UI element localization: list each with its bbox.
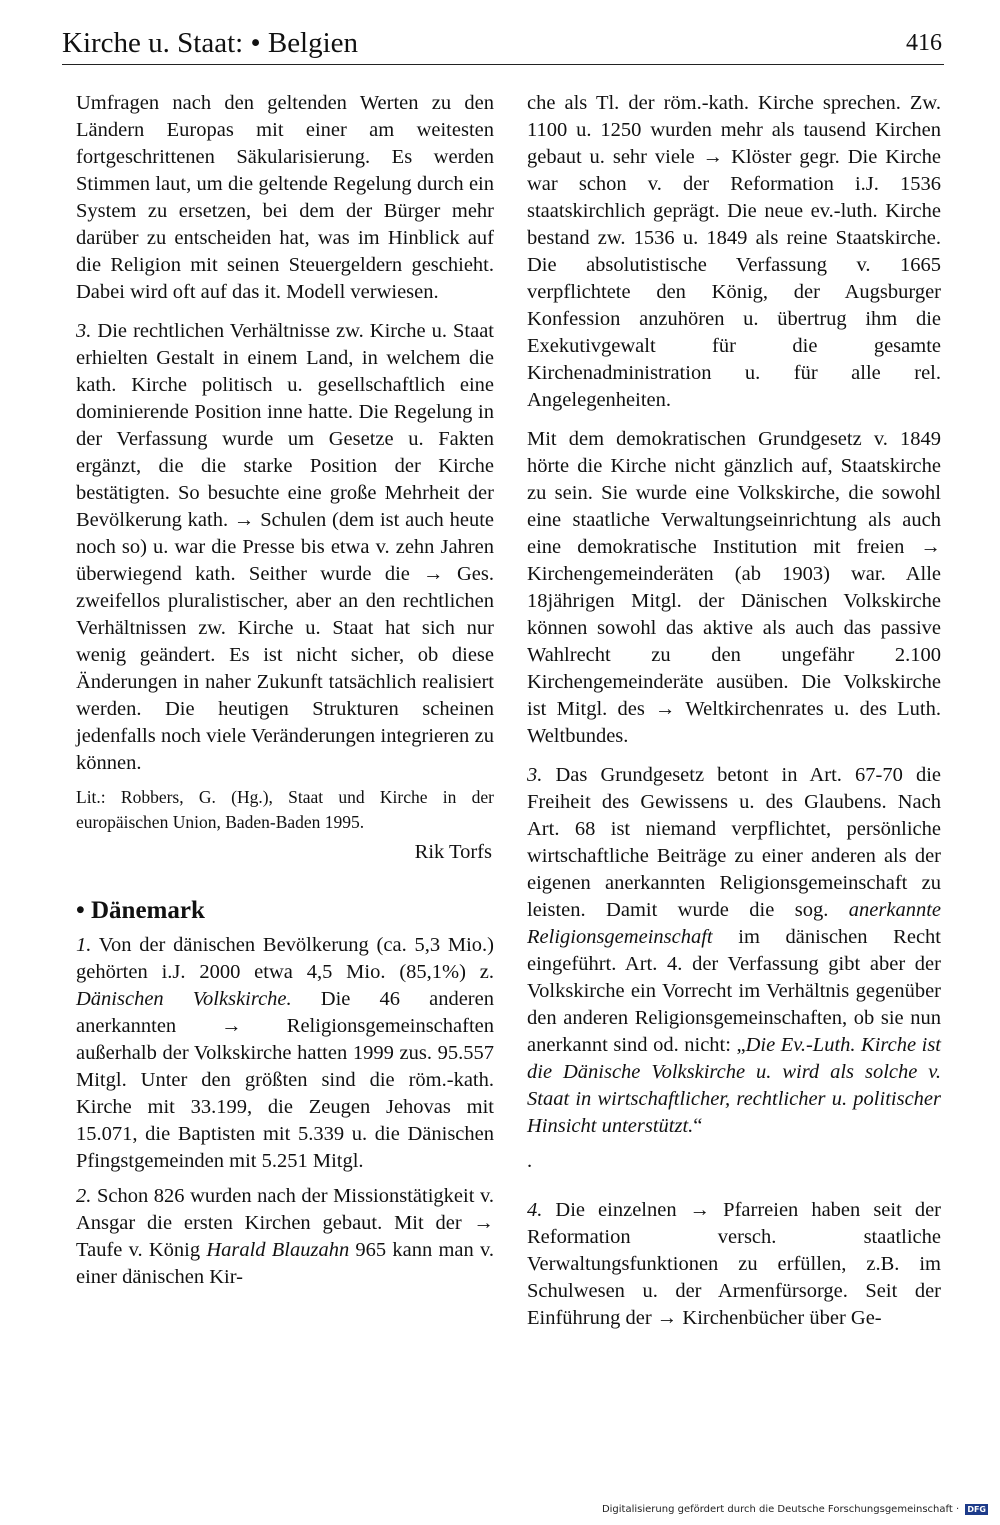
paragraph-3-daenemark <box>527 762 941 1140</box>
paragraph-continuation: che als Tl. der röm.-kath. Kirche sprechen. Zw. 1100 u. 1250 wurden mehr als tausend Kirchen gebaut u. sehr viele → Klöster gegr. Die Kirche war schon v. der Reformation i.J. 1536 staatskirchlich geprägt. Die neue ev.-luth. Kirche bestand zw. 1536 u. 1849 als reine Staatskirche. Die absolutistische Verfassung v. 1665 verpflichtete den König, der Augsburger Konfession anzuhören u. übertrug ihm die Exekutivgewalt für die gesamte Kirchenadministration u. für alle rel. Angelegenheiten. <box>527 92 941 411</box>
paragraph-text: Schon 826 wurden nach der Missionstätigkeit v. Ansgar die ersten Kirchen gebaut. Mit der → Taufe v. König <box>76 1185 495 1261</box>
paragraph-2-daenemark <box>76 1183 494 1291</box>
quotation-close: “ <box>693 1115 703 1137</box>
left-column <box>76 90 494 1299</box>
paragraph-continuation: Umfragen nach den geltenden Werten zu den Ländern Europas mit einer am weitesten fortgeschrittenen Säkularisierung. Es werden Stimmen laut, um die geltende Regelung durch ein System zu ersetzen, bei dem der Bürger mehr darüber zu entscheiden hat, was im Hinblick auf die Religion mit seinen Steuergeldern geschieht. Dabei wird oft auf das it. Modell verwiesen. <box>76 92 494 303</box>
running-title: Kirche u. Staat: • Belgien <box>62 27 359 59</box>
paragraph-text: im dänischen Recht eingeführt. Art. 4. der Verfassung gibt aber der Volkskirche ein Vorrecht im Verhältnis gegenüber den anderen Religionsgemeinschaften, ob sie nun anerkannt sind od. nicht: „ <box>527 926 941 1056</box>
paragraph-text: Die 46 anderen anerkannten → Religionsgemeinschaften außerhalb der Volkskirche hatten 1999 zus. 95.557 Mitgl. Unter den größten sind die röm.-kath. Kirche mit 33.199, die Zeugen Jehovas mit 15.071, die Baptisten mit 5.339 u. die Dänischen Pfingstgemeinden mit 5.251 Mitgl. <box>76 988 494 1172</box>
emphasis-text: Dänischen Volkskirche. <box>76 988 292 1010</box>
emphasis-text: Harald Blauzahn <box>206 1239 350 1261</box>
emphasis-text: anerkannte Religionsgemeinschaft <box>527 899 941 948</box>
dfg-logo-icon: DFG <box>967 1504 986 1514</box>
page-number: 416 <box>906 30 942 56</box>
paragraph-number: 1. <box>76 934 92 956</box>
paragraph-text: Von der dänischen Bevölkerung (ca. 5,3 Mio.) gehörten i.J. 2000 etwa 4,5 Mio. (85,1%) z. <box>76 934 494 983</box>
paragraph-number: 3. <box>76 320 92 342</box>
paragraph-number: 4. <box>527 1199 543 1221</box>
literature-reference: Lit.: Robbers, G. (Hg.), Staat und Kirche in der europäischen Union, Baden-Baden 1995. <box>76 787 494 832</box>
paragraph-text: Die rechtlichen Verhältnisse zw. Kirche u. Staat erhielten Gestalt in einem Land, in welchem die kath. Kirche politisch u. gesellschaftlich eine dominierende Position inne hatte. Die Regelung in der Verfassung wurde um Gesetze u. Fakten ergänzt, die die starke Position der Kirche bestätigten. So besuchte eine große Mehrheit der Bevölkerung kath. → Schulen (dem ist auch heute noch so) u. war die Presse bis etwa v. zehn Jahren überwiegend kath. Seither wurde die → Ges. zweifellos pluralistischer, aber an den rechtlichen Verhältnissen zw. Kirche u. Staat hat sich nur wenig geändert. Es ist nicht sicher, ob diese Änderungen in naher Zukunft tatsächlich realisiert werden. Die heutigen Strukturen scheinen jedenfalls noch viele Veränderungen integrieren zu können. <box>76 320 494 774</box>
paragraph-number: 3. <box>527 764 543 786</box>
paragraph-4-daenemark <box>527 1197 941 1332</box>
quotation-text: Die Ev.-Luth. Kirche ist die Dänische Volkskirche u. wird als solche v. Staat in wirtschaftlicher, rechtlicher u. politischer Hinsicht unterstützt. <box>527 1034 942 1137</box>
digitization-footer <box>602 1503 988 1517</box>
page-header <box>62 24 944 65</box>
section-heading-daenemark: • Dänemark <box>76 897 205 924</box>
paragraph-text: 965 kann man v. einer dänischen Kir- <box>76 1239 494 1288</box>
right-column <box>527 90 941 1340</box>
stray-dot: . <box>527 1150 533 1172</box>
paragraph-1-daenemark <box>76 932 494 1175</box>
author-signature: Rik Torfs <box>414 841 492 863</box>
paragraph-grundgesetz: Mit dem demokratischen Grundgesetz v. 1849 hörte die Kirche nicht gänzlich auf, Staatskirche zu sein. Sie wurde eine Volkskirche, die sowohl eine staatliche Verwaltungseinrichtung als auch eine demokratische Institution mit freien → Kirchengemeinderäten (ab 1903) war. Alle 18jährigen Mitgl. der Dänischen Volkskirche können sowohl das aktive als auch das passive Wahlrecht zu den ungefähr 2.100 Kirchengemeinderäte ausüben. Die Volkskirche ist Mitgl. des → Weltkirchenrates u. des Luth. Weltbundes. <box>527 428 941 747</box>
paragraph-number: 2. <box>76 1185 92 1207</box>
paragraph-text: Die einzelnen → Pfarreien haben seit der Reformation versch. staatliche Verwaltungsfunktionen zu erfüllen, z.B. im Schulwesen u. der Armenfürsorge. Seit der Einführung der → Kirchenbücher über Ge- <box>527 1199 941 1329</box>
paragraph-3-belgien <box>76 318 494 777</box>
paragraph-text: Das Grundgesetz betont in Art. 67-70 die Freiheit des Gewissens u. des Glaubens. Nach Art. 68 ist niemand verpflichtet, persönliche wirtschaftliche Beiträge zu einer anderen als der eigenen anerkannten Religionsgemeinschaft zu leisten. Damit wurde die sog. <box>527 764 941 921</box>
footer-text: Digitalisierung gefördert durch die Deutsche Forschungsgemeinschaft · <box>601 1504 960 1515</box>
